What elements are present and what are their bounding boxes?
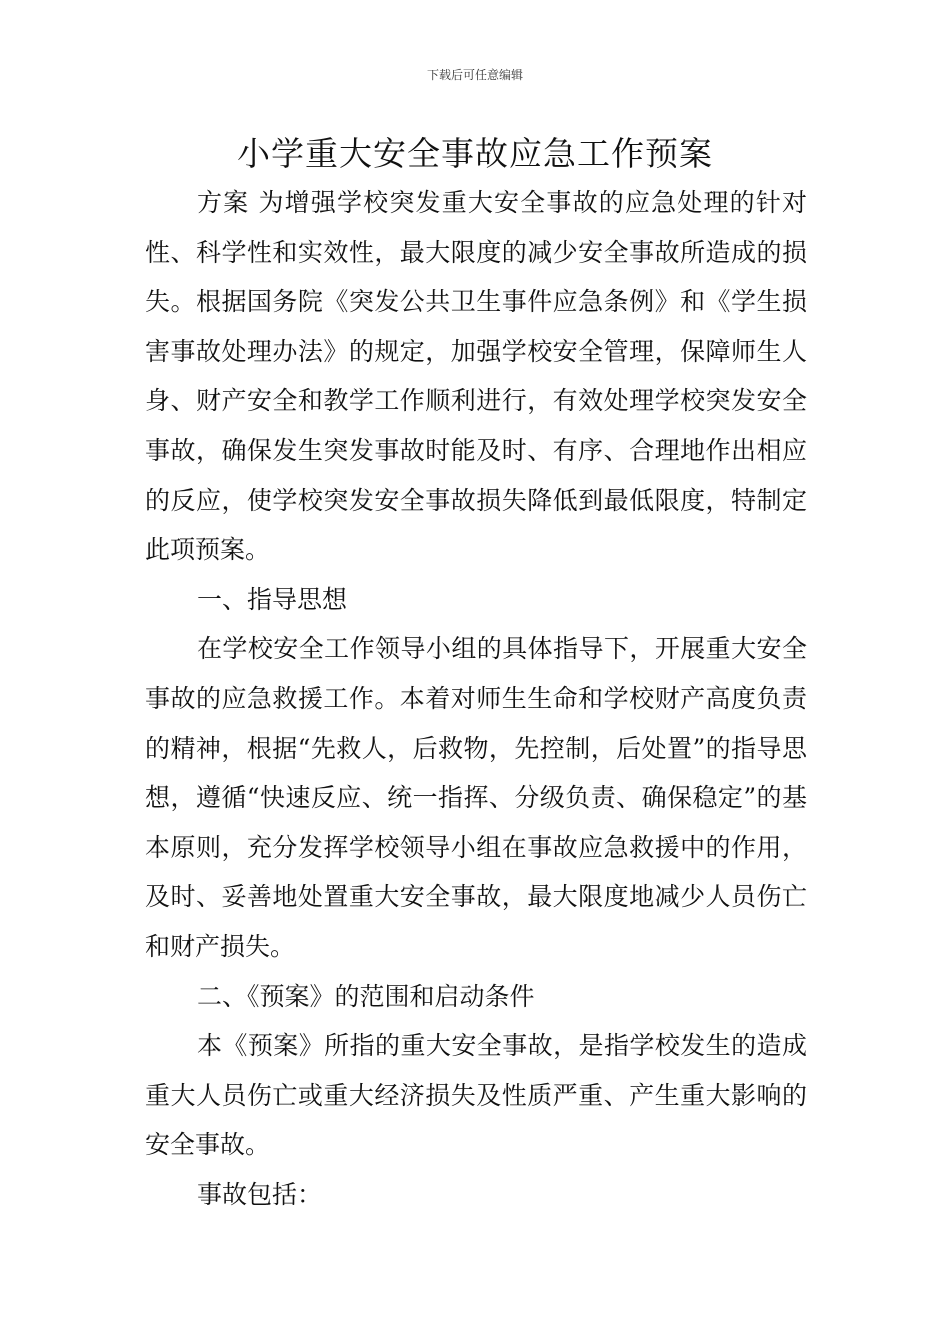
section-heading-1: 一、指导思想: [197, 584, 348, 614]
document-title: 小学重大安全事故应急工作预案: [237, 134, 713, 173]
paragraph-intro: 方案 为增强学校突发重大安全事故的应急处理的针对性、科学性和实效性，最大限度的减少安全事故所造成的损失。根据国务院《突发公共卫生事件应急条例》和《学生损害事故处理办法》的规定，加强学校安全管理，保障师生人身、财产安全和教学工作顺利进行，有效处理学校突发安全事故，确保发生突发事故时能及时、有序、合理地作出相应的反应，使学校突发安全事故损失降低到最低限度，特制定此项预案。: [145, 188, 807, 565]
paragraph-accidents-include: 事故包括：: [197, 1179, 323, 1209]
section-heading-2: 二、《预案》的范围和启动条件: [197, 981, 535, 1011]
paragraph-guiding-ideology: 在学校安全工作领导小组的具体指导下，开展重大安全事故的应急救援工作。本着对师生生命和学校财产高度负责的精神，根据“先救人，后救物，先控制，后处置”的指导思想，遵循“快速反应、统一指挥、分级负责、确保稳定”的基本原则，充分发挥学校领导小组在事故应急救援中的作用，及时、妥善地处置重大安全事故，最大限度地减少人员伤亡和财产损失。: [145, 634, 807, 961]
document-body: [145, 178, 807, 1219]
header-note: 下载后可任意编辑: [426, 68, 523, 82]
paragraph-scope: 本《预案》所指的重大安全事故，是指学校发生的造成重大人员伤亡或重大经济损失及性质严重、产生重大影响的安全事故。: [145, 1031, 807, 1160]
